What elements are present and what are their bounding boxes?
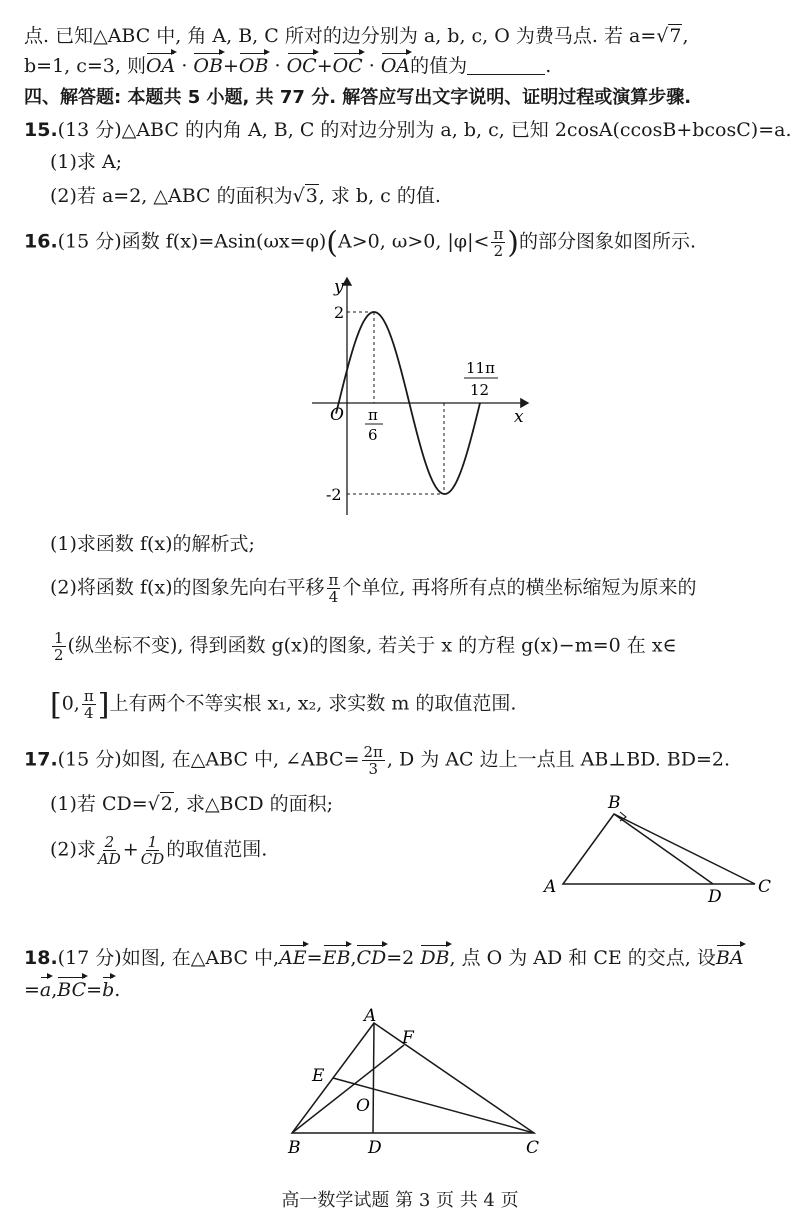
label-C: C: [526, 1138, 540, 1158]
q16-text-2: 的部分图象如图所示.: [519, 230, 697, 253]
q14-text-2: b=1, c=3, 则: [24, 55, 146, 77]
vector-OB: OB: [193, 52, 223, 80]
q14-line-1: 点. 已知△ABC 中, 角 A, B, C 所对的边分别为 a, b, c, O 为费马点. 若 a=√7,: [24, 25, 689, 47]
tick-pi6-den: 6: [368, 426, 378, 444]
q16-number: 16.: [24, 230, 58, 253]
paren-open: (: [326, 225, 339, 261]
frac-1-2: [52, 630, 66, 663]
frac-num: 2π: [363, 743, 383, 761]
q15-stem: [24, 116, 791, 144]
q16-part-2: [50, 572, 696, 605]
q16-p2-text: (2)将函数 f(x)的图象先向右平移: [50, 576, 325, 599]
y-axis-label: y: [334, 277, 344, 297]
q16-part-2-cont-2: [50, 688, 516, 721]
tick-11pi12-num: 11π: [466, 359, 495, 377]
q18-text: (17 分)如图, 在△ABC 中,: [57, 947, 280, 969]
y-max-label: 2: [334, 303, 345, 322]
vector-OA: OA: [146, 52, 175, 80]
section-heading: 四、解答题: 本题共 5 小题, 共 77 分. 解答应写出文字说明、证明过程或演算步骤.: [24, 87, 692, 108]
y-min-label: -2: [326, 485, 342, 504]
segment-BD: [614, 814, 713, 884]
dot-op-2: ·: [268, 55, 287, 77]
equals-op-2: =: [24, 979, 40, 1001]
q15-p2-text-2: , 求 b, c 的值.: [318, 185, 441, 207]
label-A: A: [544, 877, 557, 897]
q14-comma: ,: [682, 25, 689, 47]
label-C: C: [758, 877, 772, 897]
comma-sep-2: ,: [51, 979, 58, 1001]
sine-graph: [300, 270, 540, 520]
q14-text-3: 的值为: [410, 55, 468, 77]
frac-pi-2: [491, 226, 505, 259]
q14-line-2: [24, 52, 551, 80]
equals-op-3: =: [86, 979, 103, 1001]
frac-den: AD: [97, 850, 121, 868]
q16-conditions: A>0, ω>0, |φ|<: [338, 230, 490, 253]
equals-op: =: [306, 947, 323, 969]
interval-start: 0,: [61, 692, 80, 715]
q16-p2-text-3: (纵坐标不变), 得到函数 g(x)的图象, 若关于 x 的方程 g(x)−m=0 在 x∈: [67, 634, 677, 657]
q17-stem: [24, 744, 730, 777]
frac-den: 2: [493, 242, 504, 260]
frac-num: π: [83, 687, 94, 705]
frac-2pi-3: [362, 744, 385, 777]
frac-pi-4-b: [82, 688, 96, 721]
vector-OC: OC: [287, 52, 317, 80]
q17-number: 17.: [24, 748, 58, 771]
triangle-figure-17: [530, 790, 780, 910]
bracket-close: ]: [97, 687, 110, 723]
vector-OA-2: OA: [381, 52, 410, 80]
label-D: D: [708, 887, 722, 907]
frac-den: 2: [54, 646, 64, 664]
frac-num: 1: [147, 833, 158, 851]
frac-num: π: [328, 571, 339, 589]
q14-sqrt7: 7: [669, 25, 682, 47]
q17-p2-text: (2)求: [50, 838, 96, 861]
x-axis-label: x: [514, 407, 524, 427]
label-O: O: [356, 1096, 370, 1116]
comma-sep: ,: [350, 947, 357, 969]
q17-text: (15 分)如图, 在△ABC 中, ∠ABC=: [57, 748, 360, 771]
frac-den: 4: [328, 588, 339, 606]
frac-2-AD: [98, 834, 121, 867]
q17-p2-text-2: 的取值范围.: [166, 838, 268, 861]
q17-p1-text-2: , 求△BCD 的面积;: [173, 793, 334, 815]
paren-close: ): [507, 225, 520, 261]
q14-text: 点. 已知△ABC 中, 角 A, B, C 所对的边分别为 a, b, c, O 为费马点. 若 a=: [24, 25, 657, 47]
frac-den: 3: [368, 760, 378, 778]
q16-part-1: (1)求函数 f(x)的解析式;: [50, 533, 255, 555]
vector-CD: CD: [356, 944, 386, 972]
label-B: B: [288, 1138, 301, 1158]
q18-stem-line-2: [24, 976, 120, 1004]
frac-pi-4: [327, 572, 341, 605]
q15-p2-text: (2)若 a=2, △ABC 的面积为: [50, 185, 293, 207]
q18-stem: [24, 944, 744, 972]
q15-number: 15.: [24, 119, 58, 141]
q15-part-1: (1)求 A;: [50, 151, 123, 173]
segment-AD: [373, 1023, 374, 1133]
origin-label: O: [330, 405, 344, 425]
dot-op: ·: [175, 55, 194, 77]
vector-b: b: [102, 976, 114, 1004]
q18-text-2: , 点 O 为 AD 和 CE 的交点, 设: [449, 947, 716, 969]
q15-part-2: (2)若 a=2, △ABC 的面积为√3, 求 b, c 的值.: [50, 185, 441, 207]
answer-blank[interactable]: [467, 54, 545, 75]
q18-period: .: [114, 979, 121, 1001]
label-B: B: [608, 793, 621, 813]
vector-BC: BC: [57, 976, 86, 1004]
bracket-open: [: [50, 687, 62, 723]
vector-OB-2: OB: [239, 52, 269, 80]
triangle-ABC: [563, 814, 755, 884]
vector-OC-2: OC: [333, 52, 363, 80]
plus-op-2: +: [316, 55, 333, 77]
q16-text: (15 分)函数 f(x)=Asin(ωx=φ): [57, 230, 327, 253]
q16-p2-text-2: 个单位, 再将所有点的横坐标缩短为原来的: [342, 576, 697, 599]
frac-num: 1: [54, 629, 64, 647]
equals-two: =2: [386, 947, 415, 969]
q17-sqrt2: 2: [160, 793, 173, 815]
dot-op-3: ·: [362, 55, 381, 77]
q16-p2-text-4: 上有两个不等实根 x₁, x₂, 求实数 m 的取值范围.: [109, 692, 517, 715]
frac-1-CD: [141, 834, 165, 867]
vector-a: a: [40, 976, 51, 1004]
vector-BA: BA: [716, 944, 744, 972]
label-D: D: [368, 1138, 382, 1158]
frac-num: 2: [104, 833, 115, 851]
label-E: E: [312, 1066, 325, 1086]
q17-part-1: (1)若 CD=√2, 求△BCD 的面积;: [50, 793, 334, 815]
q17-part-2: (2)求 $\frac{2}{AD}$ + $\frac{1}{CD}$ 的取值范围.: [50, 833, 268, 868]
tick-pi6-num: π: [368, 406, 378, 424]
frac-den: CD: [140, 850, 165, 868]
vector-DB: DB: [420, 944, 449, 972]
page-footer: 高一数学试题 第 3 页 共 4 页: [281, 1190, 519, 1211]
plus-op: +: [222, 55, 239, 77]
q15-sqrt3: 3: [305, 185, 318, 207]
frac-den: 4: [84, 704, 94, 722]
q16-part-2-cont: [50, 630, 677, 663]
q17-p1-text: (1)若 CD=: [50, 793, 148, 815]
label-F: F: [402, 1028, 414, 1048]
q18-number: 18.: [24, 947, 58, 969]
vector-AE: AE: [279, 944, 307, 972]
vector-EB: EB: [323, 944, 351, 972]
label-A: A: [364, 1006, 377, 1026]
frac-num: π: [493, 225, 504, 243]
q16-stem: [24, 226, 696, 259]
q17-text-2: , D 为 AC 边上一点且 AB⊥BD. BD=2.: [386, 748, 731, 771]
q15-text: (13 分)△ABC 的内角 A, B, C 的对边分别为 a, b, c, 已知 2cosA(ccosB+bcosC)=a.: [57, 119, 792, 141]
triangle-figure-18: [270, 1005, 570, 1165]
q14-period: .: [545, 55, 552, 77]
tick-11pi12-den: 12: [470, 381, 490, 399]
